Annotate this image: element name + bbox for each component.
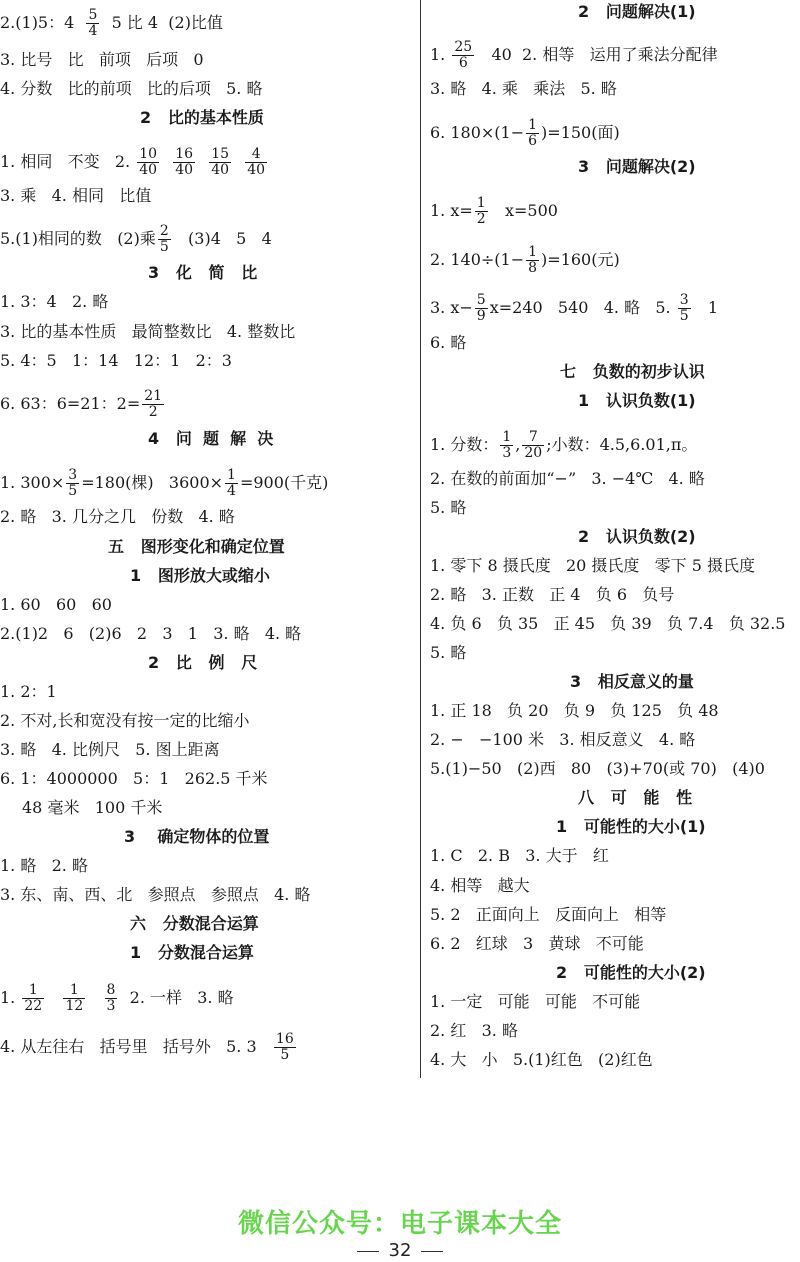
answer-line [430, 643, 466, 663]
fraction [678, 293, 691, 324]
answer-text: 2. 一样 3. 略 [119, 988, 234, 1007]
answer-text: 3. 略 4. 乘 乘法 5. 略 [430, 79, 617, 98]
answer-line [430, 293, 718, 324]
answer-text: 5. 2 正面向上 反面向上 相等 [430, 905, 667, 924]
answer-line [430, 498, 466, 518]
page-number [0, 1240, 800, 1261]
answer-line [430, 730, 695, 750]
fraction-denominator: 8 [528, 260, 538, 276]
answer-line [430, 934, 644, 954]
fraction-numerator: 25 [454, 39, 473, 55]
answer-text [197, 152, 207, 171]
fraction-numerator: 16 [275, 1031, 294, 1047]
answer-text: 5. 略 [430, 498, 467, 517]
column-divider [420, 0, 421, 1078]
answer-line [430, 430, 697, 461]
answer-text: =180(棵) 3600× [81, 473, 224, 492]
fraction-denominator: 40 [139, 162, 158, 178]
fraction-numerator: 21 [144, 388, 163, 404]
answer-text: 3. 东、南、西、北 参照点 参照点 4. 略 [0, 885, 311, 904]
answer-text: 6. 1：4000000 5：1 262.5 千米 [0, 769, 268, 788]
fraction-denominator: 5 [159, 239, 169, 255]
answer-line [22, 798, 162, 818]
answer-text: 3 问题解决(2) [578, 157, 696, 176]
answer-text: x=240 540 4. 略 5. [489, 298, 676, 317]
answer-line [0, 50, 204, 70]
fraction [522, 430, 544, 461]
answer-line [430, 196, 558, 227]
answer-text: 5 比 4 (2)比值 [101, 13, 223, 32]
answer-line [430, 40, 718, 71]
answer-text [46, 988, 61, 1007]
answer-text: 2 比的基本性质 [140, 108, 264, 127]
answer-text: 5. 略 [430, 643, 467, 662]
answer-text: 6. 180×(1− [430, 123, 525, 142]
fraction [526, 245, 539, 276]
answer-text: 5. 4：5 1：14 12：1 2：3 [0, 351, 232, 370]
answer-line [0, 468, 328, 499]
answer-text: 3. 比号 比 前项 后项 0 [0, 50, 204, 69]
fraction-numerator: 3 [68, 467, 78, 483]
answer-line [0, 769, 268, 789]
answer-text: 6. 略 [430, 333, 467, 352]
fraction-numerator: 7 [522, 430, 544, 446]
answer-text: 1. 分数： [430, 435, 499, 454]
section-heading [578, 788, 692, 808]
fraction-denominator: 20 [524, 445, 543, 461]
section-heading [570, 672, 694, 692]
answer-line [0, 322, 295, 342]
answer-line [0, 682, 57, 702]
section-heading [148, 429, 273, 449]
answer-line [0, 983, 234, 1014]
answer-line [0, 224, 272, 255]
answer-line [0, 292, 108, 312]
fraction [142, 389, 164, 420]
section-heading [148, 263, 257, 283]
fraction [22, 983, 44, 1014]
answer-line [0, 856, 88, 876]
fraction-numerator: 4 [245, 147, 267, 163]
fraction [500, 430, 513, 461]
fraction [526, 118, 539, 149]
answer-text: )=150(面) [541, 123, 620, 142]
fraction-denominator: 3 [502, 445, 512, 461]
answer-text: 八 可 能 性 [578, 788, 693, 807]
answer-text: 3. x− [430, 298, 473, 317]
fraction-denominator: 3 [106, 998, 116, 1014]
answer-line [430, 469, 705, 489]
fraction [105, 983, 118, 1014]
answer-line [0, 885, 310, 905]
answer-text [233, 152, 243, 171]
fraction [86, 8, 99, 39]
answer-line [430, 1021, 518, 1041]
page-number-dash-left [357, 1251, 379, 1252]
fraction [137, 147, 159, 178]
page-number-value: 32 [388, 1240, 412, 1261]
fraction-numerator: 3 [679, 292, 689, 308]
answer-text: , [515, 435, 521, 454]
answer-text: )=160(元) [541, 250, 620, 269]
answer-text: (3)4 5 4 [172, 229, 272, 248]
answer-text: 6. 63：6=21：2= [0, 394, 141, 413]
answer-text: =900(千克) [239, 473, 329, 492]
answer-text: 1. 300× [0, 473, 65, 492]
answer-line [430, 245, 620, 276]
fraction-denominator: 5 [68, 483, 78, 499]
answer-text: 3. 比的基本性质 最简整数比 4. 整数比 [0, 322, 296, 341]
answer-text: 3 化 简 比 [148, 263, 258, 282]
fraction [209, 147, 231, 178]
section-heading [124, 827, 269, 847]
answer-line [0, 351, 232, 371]
section-heading [578, 527, 696, 547]
answer-line [430, 701, 719, 721]
answer-text: 48 毫米 100 千米 [22, 798, 163, 817]
answer-text: 1 [692, 298, 719, 317]
answer-text: 七 负数的初步认识 [560, 362, 705, 381]
answer-line [430, 1050, 653, 1070]
answer-text: 4 问 题 解 决 [148, 429, 274, 448]
fraction [274, 1032, 296, 1063]
answer-text: 2. 红 3. 略 [430, 1021, 518, 1040]
answer-text: 五 图形变化和确定位置 [108, 537, 285, 556]
answer-text: 4. 从左往右 括号里 括号外 5. 3 [0, 1037, 272, 1056]
section-heading [556, 963, 706, 983]
fraction-numerator: 1 [63, 983, 85, 999]
answer-text: 4. 相等 越大 [430, 876, 530, 895]
fraction-denominator: 4 [88, 23, 98, 39]
section-heading [578, 2, 696, 22]
answer-line [0, 740, 220, 760]
section-heading [560, 362, 705, 382]
answer-text: 1. 一定 可能 可能 不可能 [430, 992, 641, 1011]
section-heading [140, 108, 264, 128]
answer-text: 2 问题解决(1) [578, 2, 696, 21]
answer-line [0, 389, 166, 420]
fraction-denominator: 2 [476, 211, 486, 227]
answer-text: 4. 分数 比的前项 比的后项 5. 略 [0, 79, 263, 98]
answer-line [430, 614, 786, 634]
fraction-numerator: 5 [88, 7, 98, 23]
fraction-denominator: 9 [476, 308, 486, 324]
answer-line [0, 1032, 298, 1063]
answer-text: 6. 2 红球 3 黄球 不可能 [430, 934, 644, 953]
answer-line [0, 186, 151, 206]
fraction-numerator: 15 [211, 146, 230, 162]
answer-text [87, 988, 102, 1007]
fraction [225, 468, 238, 499]
answer-text: 40 2. 相等 运用了乘法分配律 [476, 45, 718, 64]
fraction-denominator: 12 [65, 998, 84, 1014]
fraction-numerator: 1 [528, 117, 538, 133]
answer-text: 2.(1)2 6 (2)6 2 3 1 3. 略 4. 略 [0, 624, 302, 643]
answer-line [0, 147, 269, 178]
fraction [66, 468, 79, 499]
answer-text: 1 可能性的大小(1) [556, 817, 706, 836]
fraction-numerator: 10 [139, 146, 158, 162]
section-heading [148, 653, 257, 673]
answer-text: 2 认识负数(2) [578, 527, 696, 546]
answer-text: 1. 60 60 60 [0, 595, 112, 614]
answer-text: 5.(1)相同的数 (2)乘 [0, 229, 156, 248]
fraction [245, 147, 267, 178]
answer-text: 2 比 例 尺 [148, 653, 258, 672]
answer-text: 1. 3：4 2. 略 [0, 292, 109, 311]
answer-line [430, 556, 755, 576]
answer-text: 3 确定物体的位置 [124, 827, 270, 846]
section-heading [130, 914, 259, 934]
answer-text: 2 可能性的大小(2) [556, 963, 706, 982]
answer-text: 1 图形放大或缩小 [130, 566, 270, 585]
fraction-numerator: 2 [159, 223, 169, 239]
answer-text: 1. 略 2. 略 [0, 856, 88, 875]
answer-line [430, 759, 765, 779]
answer-text: 1. [430, 45, 451, 64]
answer-text: 2. 140÷(1− [430, 250, 525, 269]
answer-text: 1. 正 18 负 20 负 9 负 125 负 48 [430, 701, 719, 720]
answer-line [0, 79, 262, 99]
fraction-denominator: 5 [280, 1047, 290, 1063]
answer-text: 2. 不对,长和宽没有按一定的比缩小 [0, 711, 250, 730]
answer-line [430, 876, 530, 896]
answer-text: 1. 2：1 [0, 682, 57, 701]
answer-line [0, 8, 223, 39]
answer-text: 1 分数混合运算 [130, 943, 254, 962]
section-heading [578, 157, 696, 177]
fraction [158, 224, 171, 255]
answer-line [430, 992, 640, 1012]
fraction-denominator: 40 [211, 162, 230, 178]
section-heading [108, 537, 285, 557]
answer-text: 2. 在数的前面加“−” 3. −4℃ 4. 略 [430, 469, 705, 488]
answer-text: 4. 负 6 负 35 正 45 负 39 负 7.4 负 32.5 [430, 614, 786, 633]
fraction [475, 196, 488, 227]
answer-text: ;小数：4.5,6.01,π。 [546, 435, 698, 454]
answer-text: 2.(1)5：4 [0, 13, 85, 32]
fraction-numerator: 1 [227, 467, 236, 483]
answer-text [161, 152, 171, 171]
answer-text: 5.(1)−50 (2)西 80 (3)+70(或 70) (4)0 [430, 759, 765, 778]
answer-text: 2. 略 3. 正数 正 4 负 6 负号 [430, 585, 675, 604]
section-heading [130, 566, 270, 586]
section-heading [130, 943, 254, 963]
answer-line [430, 79, 617, 99]
fraction-numerator: 1 [22, 983, 44, 999]
fraction-denominator: 4 [227, 483, 236, 499]
answer-text: 1 认识负数(1) [578, 391, 696, 410]
fraction-numerator: 1 [528, 244, 538, 260]
answer-text: 1. C 2. B 3. 大于 红 [430, 846, 609, 865]
answer-text: 2. 略 3. 几分之几 份数 4. 略 [0, 507, 235, 526]
fraction [475, 293, 488, 324]
answer-line [0, 595, 112, 615]
answer-text: 3. 略 4. 比例尺 5. 图上距离 [0, 740, 220, 759]
answer-text: 六 分数混合运算 [130, 914, 259, 933]
fraction-denominator: 6 [458, 55, 468, 71]
answer-line [0, 507, 235, 527]
fraction-numerator: 5 [476, 292, 486, 308]
fraction-denominator: 22 [24, 998, 43, 1014]
fraction-denominator: 2 [148, 404, 158, 420]
answer-text: 1. 零下 8 摄氏度 20 摄氏度 零下 5 摄氏度 [430, 556, 756, 575]
fraction-denominator: 40 [175, 162, 194, 178]
fraction-numerator: 8 [106, 982, 116, 998]
answer-line [430, 905, 666, 925]
page-number-dash-right [421, 1251, 443, 1252]
answer-text: 3. 乘 4. 相同 比值 [0, 186, 152, 205]
fraction-numerator: 1 [502, 429, 512, 445]
answer-line [430, 333, 466, 353]
watermark-text: 微信公众号：电子课本大全 [237, 1209, 562, 1239]
fraction [63, 983, 85, 1014]
fraction-numerator: 1 [476, 195, 486, 211]
section-heading [578, 391, 696, 411]
answer-line [430, 118, 620, 149]
fraction [452, 40, 474, 71]
answer-line [430, 846, 609, 866]
fraction-denominator: 40 [247, 162, 266, 178]
answer-line [430, 585, 674, 605]
answer-text: 2. − −100 米 3. 相反意义 4. 略 [430, 730, 696, 749]
fraction-denominator: 6 [528, 133, 538, 149]
fraction [173, 147, 195, 178]
answer-line [0, 711, 249, 731]
section-heading [556, 817, 706, 837]
answer-text: x=500 [489, 201, 558, 220]
fraction-numerator: 16 [175, 146, 194, 162]
answer-text: 3 相反意义的量 [570, 672, 694, 691]
answer-line [0, 624, 301, 644]
fraction-denominator: 5 [679, 308, 689, 324]
answer-text: 1. 相同 不变 2. [0, 152, 136, 171]
answer-text: 4. 大 小 5.(1)红色 (2)红色 [430, 1050, 653, 1069]
answer-text: 1. x= [430, 201, 473, 220]
answer-text: 1. [0, 988, 21, 1007]
